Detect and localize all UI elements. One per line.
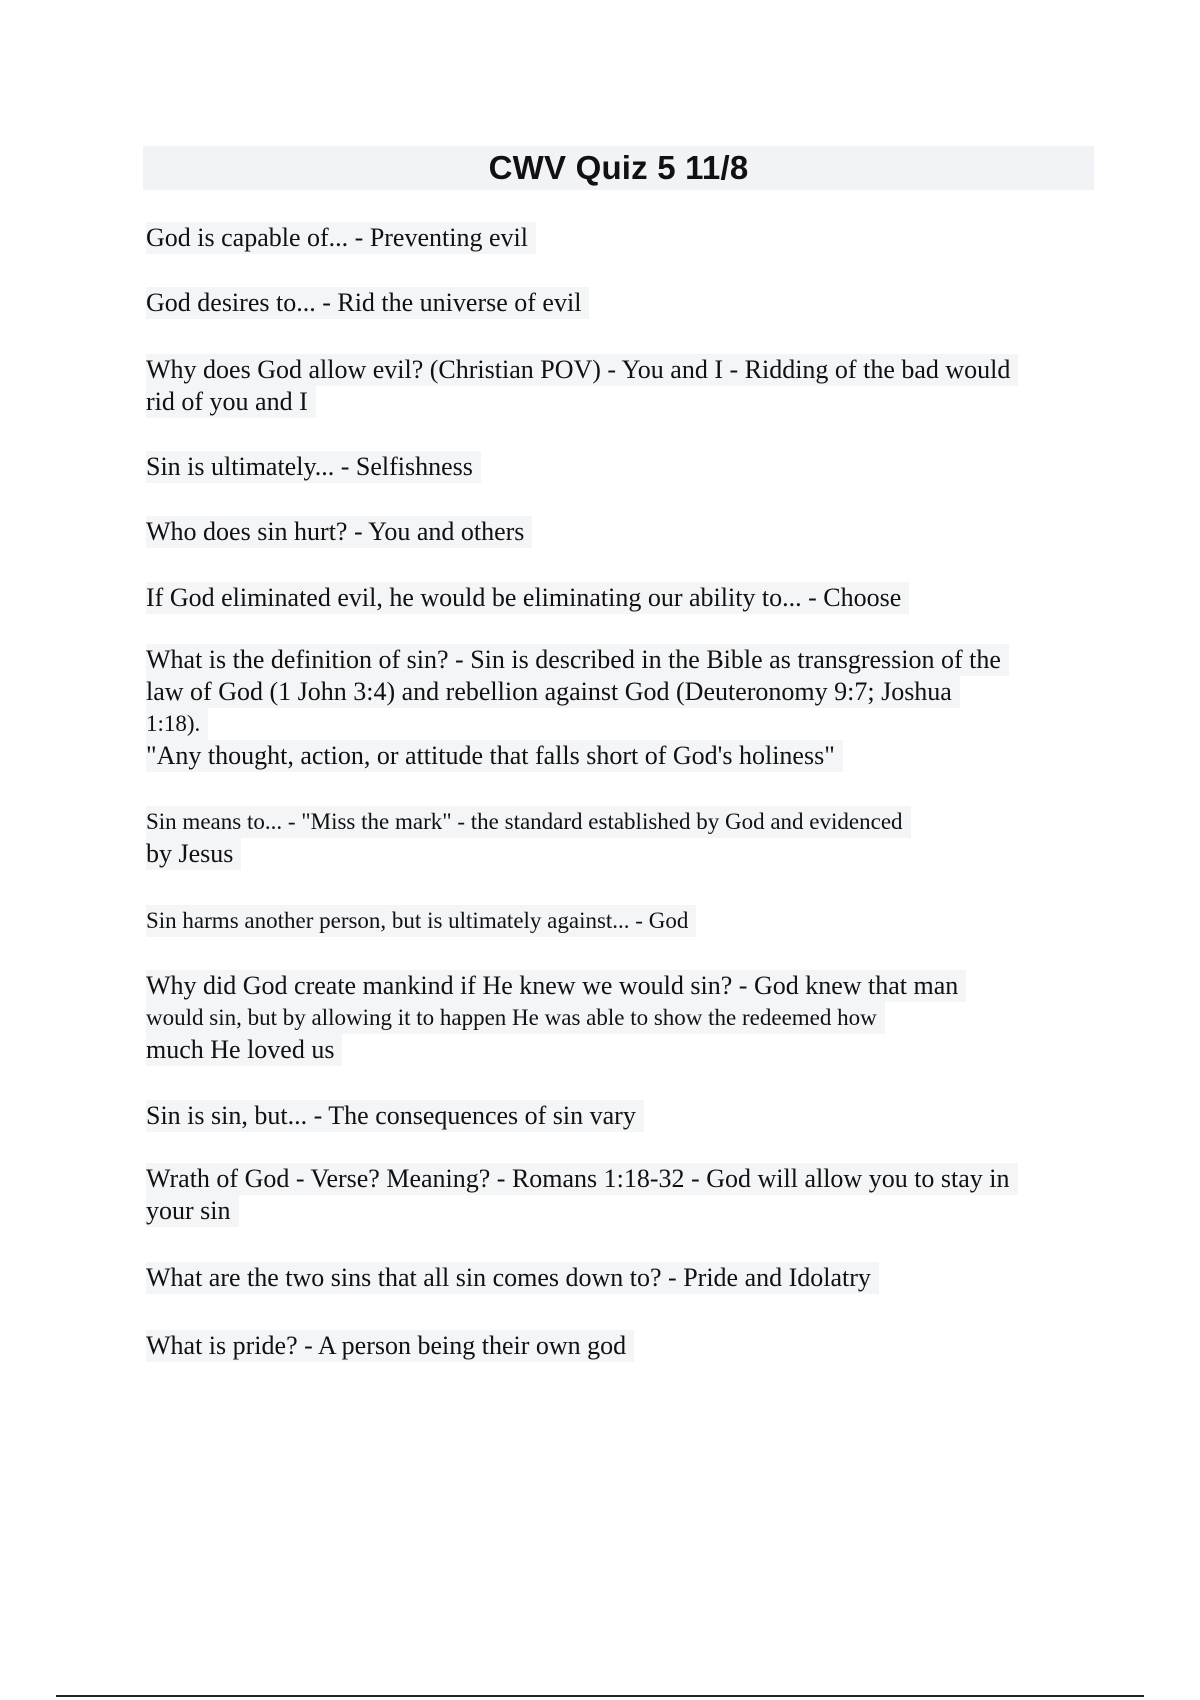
qa-line: by Jesus: [146, 838, 241, 870]
qa-item: [146, 516, 532, 548]
qa-line: 1:18).: [146, 708, 208, 740]
qa-item: [146, 222, 536, 254]
qa-item: [146, 1163, 1018, 1227]
qa-line: If God eliminated evil, he would be eliminating our ability to... - Choose: [146, 582, 909, 614]
qa-item: [146, 1100, 644, 1132]
title-bar: [143, 146, 1094, 190]
qa-line: What are the two sins that all sin comes down to? - Pride and Idolatry: [146, 1262, 879, 1294]
qa-item: [146, 1262, 879, 1294]
qa-line: would sin, but by allowing it to happen He was able to show the redeemed how: [146, 1002, 885, 1034]
qa-line: Sin harms another person, but is ultimately against... - God: [146, 905, 696, 937]
qa-item: [146, 451, 481, 483]
qa-item: [146, 806, 911, 870]
footer-rule: [56, 1695, 1144, 1697]
qa-line: What is the definition of sin? - Sin is described in the Bible as transgression of the: [146, 644, 1009, 676]
page-title: CWV Quiz 5 11/8: [488, 149, 749, 186]
qa-item: [146, 970, 966, 1066]
qa-line: law of God (1 John 3:4) and rebellion against God (Deuteronomy 9:7; Joshua: [146, 676, 960, 708]
qa-line: Sin is ultimately... - Selfishness: [146, 451, 481, 483]
qa-line: God is capable of... - Preventing evil: [146, 222, 536, 254]
qa-item: [146, 1330, 634, 1362]
qa-line: "Any thought, action, or attitude that falls short of God's holiness": [146, 740, 843, 772]
qa-item: [146, 905, 696, 937]
qa-line: Why did God create mankind if He knew we would sin? - God knew that man: [146, 970, 966, 1002]
qa-item: [146, 582, 909, 614]
qa-item: [146, 354, 1018, 418]
qa-line: What is pride? - A person being their own god: [146, 1330, 634, 1362]
qa-line: your sin: [146, 1195, 239, 1227]
qa-line: Sin is sin, but... - The consequences of sin vary: [146, 1100, 644, 1132]
qa-item: [146, 287, 589, 319]
qa-line: Sin means to... - "Miss the mark" - the standard established by God and evidenced: [146, 806, 911, 838]
qa-line: Wrath of God - Verse? Meaning? - Romans 1:18-32 - God will allow you to stay in: [146, 1163, 1018, 1195]
qa-line: Who does sin hurt? - You and others: [146, 516, 532, 548]
qa-line: Why does God allow evil? (Christian POV) - You and I - Ridding of the bad would: [146, 354, 1018, 386]
qa-line: God desires to... - Rid the universe of evil: [146, 287, 589, 319]
qa-item: [146, 644, 1009, 772]
qa-line: much He loved us: [146, 1034, 342, 1066]
qa-line: rid of you and I: [146, 386, 316, 418]
